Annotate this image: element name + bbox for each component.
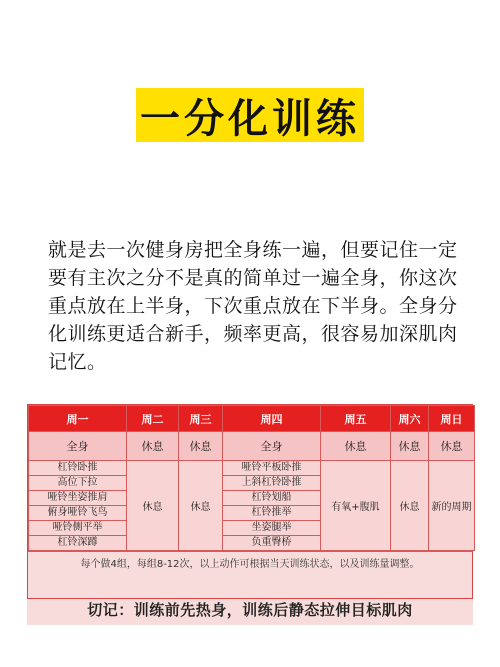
exercise-item: 哑铃侧平举 bbox=[29, 521, 126, 536]
day-header: 周三 bbox=[179, 406, 223, 432]
wednesday-cell: 休息 bbox=[179, 461, 223, 551]
focus-cell: 休息 bbox=[179, 432, 223, 461]
exercise-item: 高位下拉 bbox=[29, 476, 126, 491]
day-header: 周六 bbox=[391, 406, 429, 432]
day-header: 周日 bbox=[429, 406, 475, 432]
tuesday-cell: 休息 bbox=[127, 461, 179, 551]
exercise-item: 俯身哑铃飞鸟 bbox=[29, 506, 126, 521]
exercise-item: 杠铃深蹲 bbox=[57, 537, 98, 548]
day-header: 周一 bbox=[29, 406, 127, 432]
exercise-item: 坐姿腿举 bbox=[223, 521, 320, 536]
exercise-item: 负重臀桥 bbox=[251, 537, 292, 548]
exercise-item: 杠铃划船 bbox=[223, 491, 320, 506]
title-banner bbox=[136, 88, 364, 142]
training-schedule-table bbox=[27, 404, 473, 599]
focus-cell: 休息 bbox=[391, 432, 429, 461]
focus-row bbox=[29, 432, 475, 461]
exercise-item: 杠铃卧推 bbox=[29, 461, 126, 476]
focus-cell: 休息 bbox=[127, 432, 179, 461]
focus-cell: 休息 bbox=[321, 432, 391, 461]
sunday-cell: 新的周期 bbox=[429, 461, 475, 551]
page-title: 一分化训练 bbox=[140, 95, 360, 142]
schedule-note: 每个做4组，每组8-12次，以上动作可根据当天训练状态，以及训练量调整。 bbox=[28, 551, 472, 578]
friday-cell: 有氧+腹肌 bbox=[321, 461, 391, 551]
saturday-cell: 休息 bbox=[391, 461, 429, 551]
exercise-item: 杠铃推举 bbox=[223, 506, 320, 521]
monday-exercises bbox=[29, 461, 127, 551]
focus-cell: 全身 bbox=[223, 432, 321, 461]
exercise-item: 哑铃平板卧推 bbox=[223, 461, 320, 476]
exercise-item: 上斜杠铃卧推 bbox=[223, 476, 320, 491]
exercise-item: 哑铃坐姿推肩 bbox=[29, 491, 126, 506]
intro-paragraph: 就是去一次健身房把全身练一遍，但要记住一定要有主次之分不是真的简单过一遍全身，你这次重点放在上半身，下次重点放在下半身。全身分化训练更适合新手，频率更高，很容易加深肌肉记忆。 bbox=[48, 239, 458, 373]
day-header: 周二 bbox=[127, 406, 179, 432]
exercise-row bbox=[29, 461, 475, 551]
day-header: 周五 bbox=[321, 406, 391, 432]
focus-cell: 全身 bbox=[29, 432, 127, 461]
focus-cell: 休息 bbox=[429, 432, 475, 461]
thursday-exercises bbox=[223, 461, 321, 551]
day-header: 周四 bbox=[223, 406, 321, 432]
day-header-row bbox=[29, 406, 475, 432]
warning-text: 切记：训练前先热身，训练后静态拉伸目标肌肉 bbox=[27, 599, 473, 625]
